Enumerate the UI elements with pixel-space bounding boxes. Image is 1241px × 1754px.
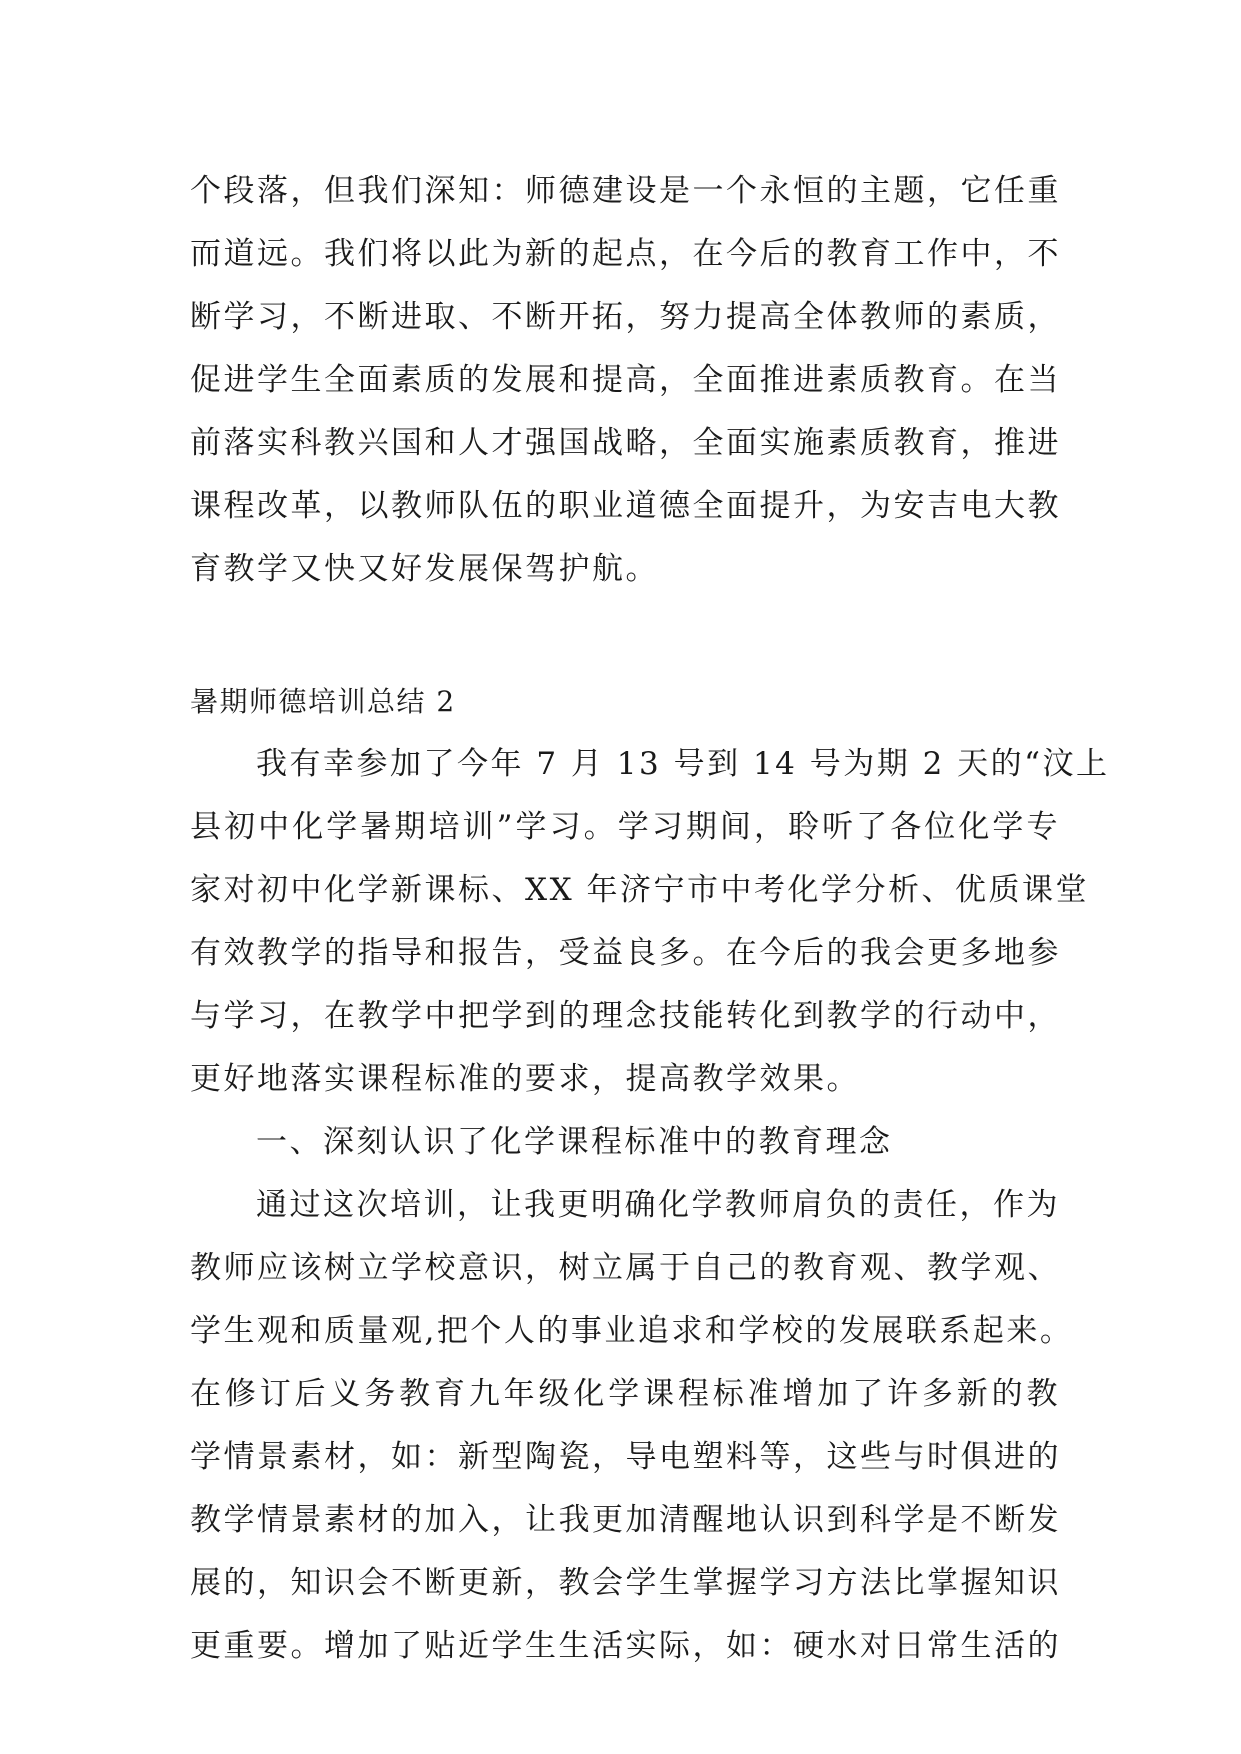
text-line: 在修订后义务教育九年级化学课程标准增加了许多新的教: [190, 1376, 1060, 1412]
text-line: 教学情景素材的加入，让我更加清醒地认识到科学是不断发: [190, 1502, 1061, 1538]
text-line: 与学习，在教学中把学到的理念技能转化到教学的行动中，: [190, 998, 1061, 1034]
text-line: 通过这次培训，让我更明确化学教师肩负的责任，作为: [256, 1187, 1060, 1223]
text-line: 断学习，不断进取、不断开拓，努力提高全体教师的素质，: [190, 299, 1061, 335]
section-title: 暑期师德培训总结 2: [190, 685, 456, 718]
text-line: 家对初中化学新课标、XX 年济宁市中考化学分析、优质课堂: [190, 872, 1089, 908]
text-line: 县初中化学暑期培训”学习。学习期间，聆听了各位化学专: [190, 809, 1060, 845]
text-line: 而道远。我们将以此为新的起点，在今后的教育工作中，不: [190, 236, 1061, 272]
section-spacer: [190, 601, 1060, 670]
paragraph-continuation: [190, 160, 1060, 601]
text-line: 更重要。增加了贴近学生生活实际，如：硬水对日常生活的: [190, 1628, 1061, 1664]
text-line: 更好地落实课程标准的要求，提高教学效果。: [190, 1061, 860, 1097]
text-line: 育教学又快又好发展保驾护航。: [190, 551, 659, 587]
text-line: 学情景素材，如：新型陶瓷，导电塑料等，这些与时俱进的: [190, 1439, 1061, 1475]
text-line: 展的，知识会不断更新，教会学生掌握学习方法比掌握知识: [190, 1565, 1061, 1601]
text-line: 个段落，但我们深知：师德建设是一个永恒的主题，它任重: [190, 173, 1061, 209]
text-line: 学生观和质量观,把个人的事业追求和学校的发展联系起来。: [190, 1313, 1074, 1349]
text-line: 有效教学的指导和报告，受益良多。在今后的我会更多地参: [190, 935, 1061, 971]
paragraph-intro: [190, 733, 1110, 1111]
text-line: 教师应该树立学校意识，树立属于自己的教育观、教学观、: [190, 1250, 1061, 1286]
text-line: 课程改革，以教师队伍的职业道德全面提升，为安吉电大教: [190, 488, 1061, 524]
paragraph-body: [190, 1174, 1074, 1678]
subheading: 一、深刻认识了化学课程标准中的教育理念: [256, 1124, 893, 1160]
text-line: 前落实科教兴国和人才强国战略，全面实施素质教育，推进: [190, 425, 1061, 461]
document-page: [190, 160, 1110, 1678]
text-line: 促进学生全面素质的发展和提高，全面推进素质教育。在当: [190, 362, 1061, 398]
text-line: 我有幸参加了今年 7 月 13 号到 14 号为期 2 天的“汶上: [256, 746, 1110, 782]
